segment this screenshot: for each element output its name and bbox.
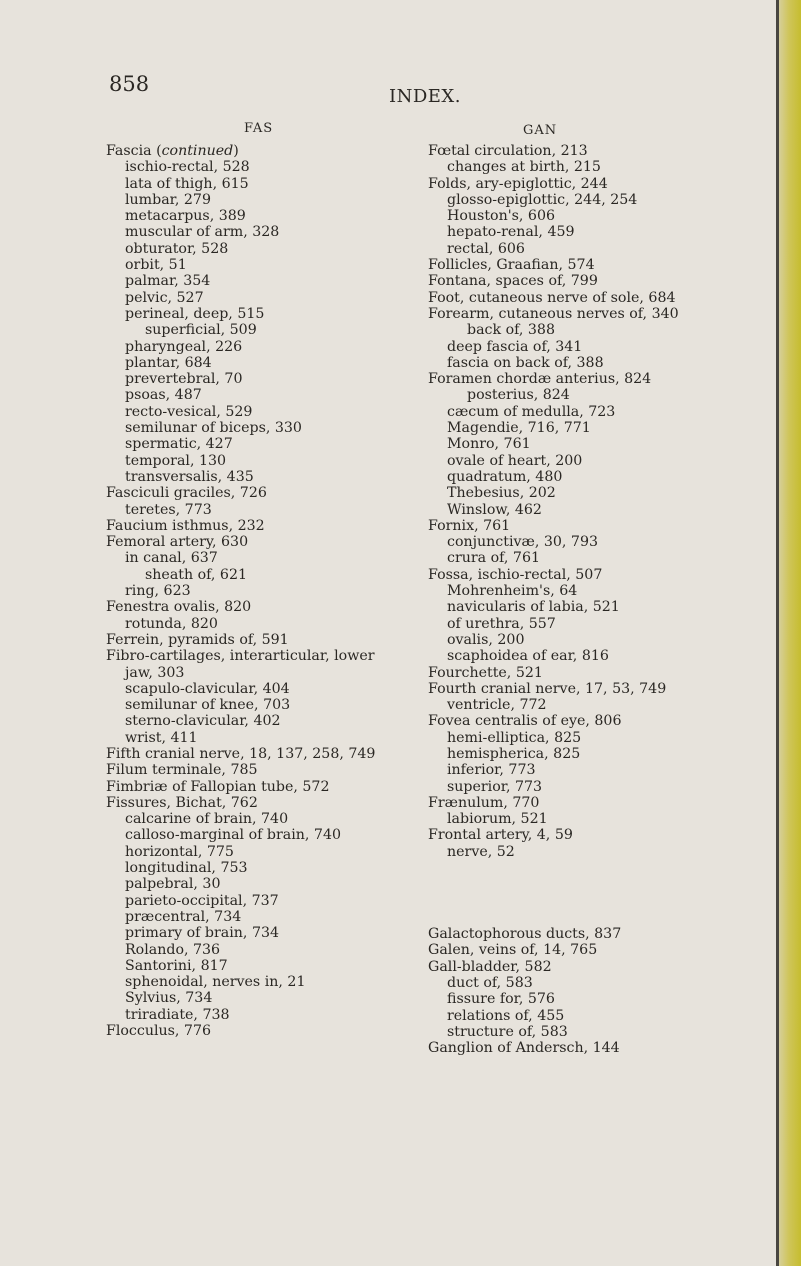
- index-entry: Femoral artery, 630: [106, 534, 249, 551]
- index-entry: rectal, 606: [447, 240, 525, 257]
- index-entry: palpebral, 30: [125, 876, 221, 893]
- index-entry: fissure for, 576: [447, 991, 555, 1008]
- index-entry: plantar, 684: [125, 354, 212, 371]
- index-entry: pelvic, 527: [125, 289, 204, 306]
- index-entry: Fimbriæ of Fallopian tube, 572: [106, 778, 330, 795]
- index-entry: duct of, 583: [447, 974, 533, 991]
- index-entry: Fovea centralis of eye, 806: [428, 713, 622, 730]
- index-entry: posterius, 824: [467, 387, 570, 404]
- index-entry: transversalis, 435: [125, 468, 254, 485]
- left-index-column: [106, 143, 375, 1039]
- index-entry: Gall-bladder, 582: [428, 958, 552, 975]
- index-entry: lata of thigh, 615: [125, 175, 249, 192]
- page-title: INDEX.: [389, 86, 461, 107]
- index-entry: Rolando, 736: [125, 941, 221, 958]
- index-entry: structure of, 583: [447, 1023, 568, 1040]
- index-entry: hepato-renal, 459: [447, 224, 575, 241]
- index-entry: calloso-marginal of brain, 740: [125, 827, 341, 844]
- index-entry: Fossa, ischio-rectal, 507: [428, 566, 603, 583]
- index-entry: Fibro-cartilages, interarticular, lower: [106, 648, 375, 665]
- index-entry: quadratum, 480: [447, 468, 563, 485]
- index-entry: ring, 623: [125, 583, 191, 600]
- index-entry: præcentral, 734: [125, 908, 242, 925]
- index-entry: sheath of, 621: [145, 566, 248, 583]
- index-entry: primary of brain, 734: [125, 925, 280, 942]
- index-entry: rotunda, 820: [125, 615, 218, 632]
- index-entry: longitudinal, 753: [125, 860, 248, 877]
- index-entry: inferior, 773: [447, 762, 536, 779]
- index-entry: ovalis, 200: [447, 631, 525, 648]
- page-edge-gilt: [779, 0, 801, 1266]
- index-entry: Houston's, 606: [447, 208, 555, 225]
- index-entry: cæcum of medulla, 723: [447, 403, 616, 420]
- index-entry: Frontal artery, 4, 59: [428, 827, 573, 844]
- index-entry: lumbar, 279: [125, 191, 211, 208]
- index-entry: Frænulum, 770: [428, 794, 540, 811]
- index-entry: Fascia (continued): [106, 143, 239, 159]
- index-entry: Fenestra ovalis, 820: [106, 599, 252, 616]
- section-gap: [428, 860, 679, 926]
- index-entry: relations of, 455: [447, 1007, 565, 1024]
- index-entry: perineal, deep, 515: [125, 305, 265, 322]
- index-entry: palmar, 354: [125, 273, 211, 290]
- index-entry: of urethra, 557: [447, 615, 556, 632]
- index-entry: superficial, 509: [145, 322, 257, 339]
- right-index-column: [428, 143, 679, 1056]
- index-entry: Fourth cranial nerve, 17, 53, 749: [428, 680, 667, 697]
- index-entry: Fourchette, 521: [428, 664, 543, 681]
- index-entry: scaphoidea of ear, 816: [447, 648, 609, 665]
- index-entry: changes at birth, 215: [447, 159, 601, 176]
- index-entry: ventricle, 772: [447, 697, 547, 714]
- index-entry: deep fascia of, 341: [447, 338, 583, 355]
- index-entry: spermatic, 427: [125, 436, 233, 453]
- index-entry: Follicles, Graafian, 574: [428, 257, 595, 274]
- index-entry: sphenoidal, nerves in, 21: [125, 974, 306, 991]
- index-entry: Winslow, 462: [447, 501, 542, 518]
- index-entry: ischio-rectal, 528: [125, 159, 250, 176]
- index-entry: Ganglion of Andersch, 144: [428, 1040, 620, 1057]
- index-entry: hemi-elliptica, 825: [447, 729, 582, 746]
- index-entry: obturator, 528: [125, 240, 229, 257]
- index-entry: glosso-epiglottic, 244, 254: [447, 191, 638, 208]
- index-entry: psoas, 487: [125, 387, 202, 404]
- index-entry: crura of, 761: [447, 550, 541, 567]
- index-entry: navicularis of labia, 521: [447, 599, 620, 616]
- index-entry: Forearm, cutaneous nerves of, 340: [428, 305, 679, 322]
- index-entry: jaw, 303: [125, 664, 185, 681]
- index-entry: labiorum, 521: [447, 811, 548, 828]
- index-entry: pharyngeal, 226: [125, 338, 243, 355]
- index-entry: conjunctivæ, 30, 793: [447, 534, 599, 551]
- index-entry: Thebesius, 202: [447, 485, 556, 502]
- index-entry: Magendie, 716, 771: [447, 420, 591, 437]
- index-entry: Foot, cutaneous nerve of sole, 684: [428, 289, 676, 306]
- left-column-header: FAS: [244, 121, 274, 136]
- index-entry: calcarine of brain, 740: [125, 811, 289, 828]
- index-entry: Santorini, 817: [125, 957, 228, 974]
- index-entry: ovale of heart, 200: [447, 452, 583, 469]
- index-entry: semilunar of knee, 703: [125, 697, 291, 714]
- index-entry: Fœtal circulation, 213: [428, 143, 588, 159]
- index-entry: back of, 388: [467, 322, 555, 339]
- index-entry: in canal, 637: [125, 550, 218, 567]
- index-entry: sterno-clavicular, 402: [125, 713, 281, 730]
- index-entry: prevertebral, 70: [125, 371, 243, 388]
- index-entry: Faucium isthmus, 232: [106, 517, 265, 534]
- index-entry: Flocculus, 776: [106, 1023, 212, 1040]
- index-entry: orbit, 51: [125, 257, 187, 274]
- page-number: 858: [109, 72, 150, 96]
- index-entry: Fornix, 761: [428, 517, 511, 534]
- index-entry: recto-vesical, 529: [125, 403, 253, 420]
- index-entry: Fifth cranial nerve, 18, 137, 258, 749: [106, 745, 376, 762]
- index-entry: temporal, 130: [125, 452, 227, 469]
- index-entry: Folds, ary-epiglottic, 244: [428, 175, 608, 192]
- index-entry: teretes, 773: [125, 501, 212, 518]
- index-entry: fascia on back of, 388: [447, 354, 604, 371]
- index-entry: Sylvius, 734: [125, 990, 213, 1007]
- index-entry: Fissures, Bichat, 762: [106, 794, 258, 811]
- index-entry: Monro, 761: [447, 436, 531, 453]
- index-entry: muscular of arm, 328: [125, 224, 280, 241]
- index-entry: Filum terminale, 785: [106, 762, 258, 779]
- index-entry: Mohrenheim's, 64: [447, 583, 578, 600]
- index-entry: superior, 773: [447, 778, 543, 795]
- index-entry: metacarpus, 389: [125, 208, 246, 225]
- index-entry: Ferrein, pyramids of, 591: [106, 631, 289, 648]
- index-entry: triradiate, 738: [125, 1006, 230, 1023]
- index-entry: nerve, 52: [447, 843, 515, 860]
- index-entry: Galactophorous ducts, 837: [428, 926, 622, 943]
- index-entry: Galen, veins of, 14, 765: [428, 942, 598, 959]
- index-entry: Foramen chordæ anterius, 824: [428, 371, 652, 388]
- index-entry: wrist, 411: [125, 729, 198, 746]
- index-entry: horizontal, 775: [125, 843, 234, 860]
- index-entry: parieto-occipital, 737: [125, 892, 279, 909]
- index-entry: scapulo-clavicular, 404: [125, 680, 290, 697]
- right-column-header: GAN: [523, 123, 558, 138]
- index-entry: Fasciculi graciles, 726: [106, 485, 267, 502]
- index-entry: semilunar of biceps, 330: [125, 420, 302, 437]
- index-entry: Fontana, spaces of, 799: [428, 273, 598, 290]
- index-entry: hemispherica, 825: [447, 745, 581, 762]
